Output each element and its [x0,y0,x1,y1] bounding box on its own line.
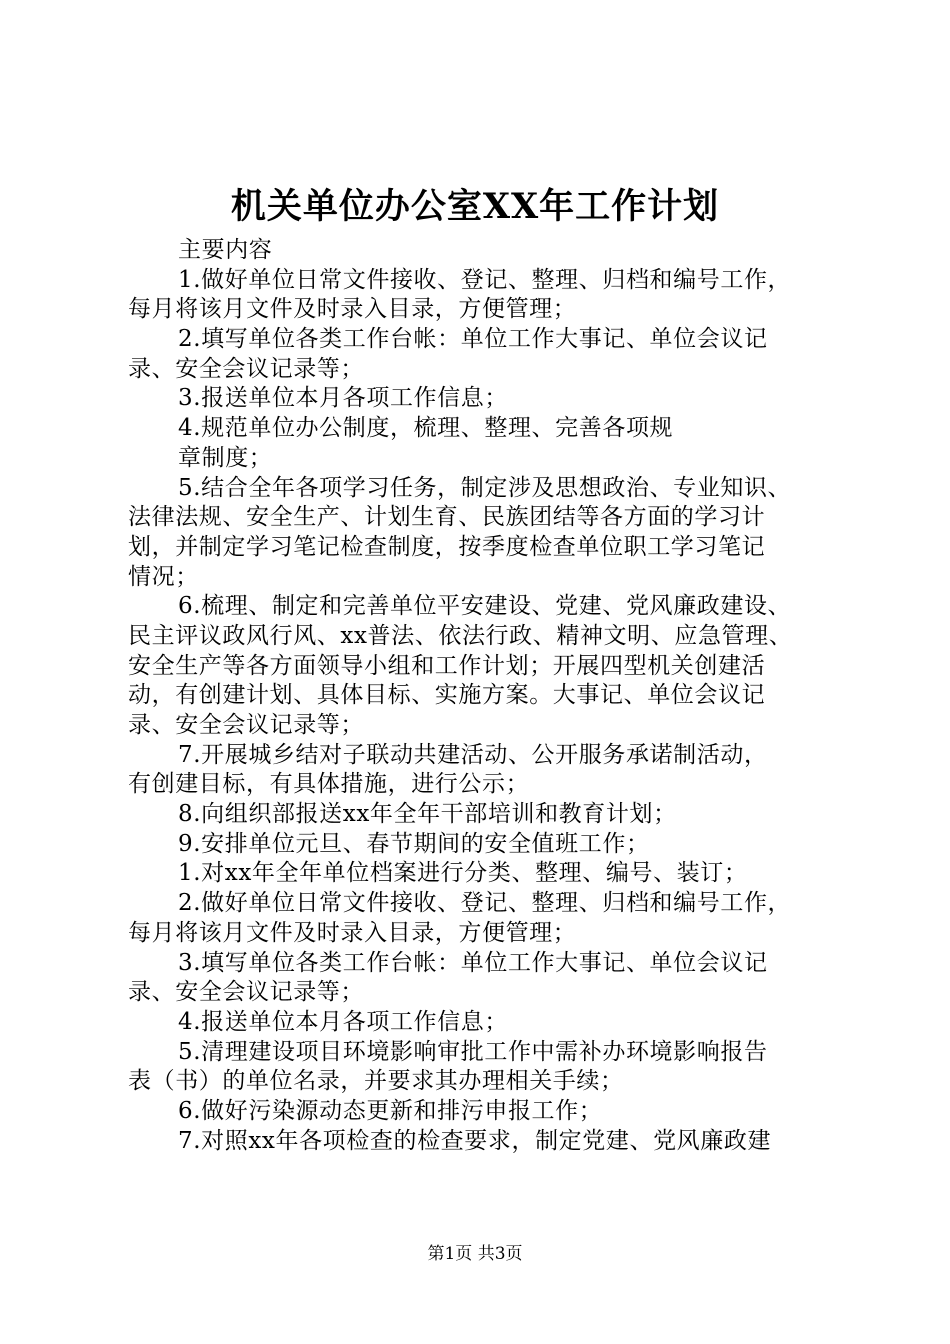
page-footer: 第1页 共3页 [427,1244,523,1264]
body-line: 7.开展城乡结对子联动共建活动、公开服务承诺制活动， [178,741,768,768]
document-title: 机关单位办公室XX年工作计划 [230,186,720,227]
body-line: 民主评议政风行风、xx普法、依法行政、精神文明、应急管理、 [128,622,793,649]
body-line: 6.做好污染源动态更新和排污申报工作； [178,1097,603,1124]
body-line: 2.填写单位各类工作台帐：单位工作大事记、单位会议记 [178,326,768,353]
body-line: 1.对xx年全年单位档案进行分类、整理、编号、装订； [178,860,748,887]
body-line: 4.规范单位办公制度，梳理、整理、完善各项规 [178,415,674,442]
body-line: 5.结合全年各项学习任务，制定涉及思想政治、专业知识、 [178,474,792,501]
body-line: 情况； [128,563,199,590]
body-line: 9.安排单位元旦、春节期间的安全值班工作； [178,830,650,857]
body-line: 7.对照xx年各项检查的检查要求，制定党建、党风廉政建 [178,1127,772,1154]
body-line: 有创建目标，有具体措施，进行公示； [128,771,530,798]
body-line: 录、安全会议记录等； [128,712,364,738]
body-line: 安全生产等各方面领导小组和工作计划；开展四型机关创建活 [128,652,766,679]
body-line: 录、安全会议记录等； [128,979,364,1006]
body-line: 表（书）的单位名录，并要求其办理相关手续； [128,1068,624,1095]
body-line: 5.清理建设项目环境影响审批工作中需补办环境影响报告 [178,1038,768,1065]
document-body [128,236,848,1156]
body-line: 3.报送单位本月各项工作信息； [178,385,508,412]
body-line: 2.做好单位日常文件接收、登记、整理、归档和编号工作， [178,890,792,917]
body-line: 录、安全会议记录等； [128,355,364,382]
body-line: 3.填写单位各类工作台帐：单位工作大事记、单位会议记 [178,949,768,976]
body-line: 每月将该月文件及时录入目录，方便管理； [128,296,577,323]
body-line: 每月将该月文件及时录入目录，方便管理； [128,919,577,946]
body-line: 1.做好单位日常文件接收、登记、整理、归档和编号工作， [178,266,792,293]
body-line: 8.向组织部报送xx年全年干部培训和教育计划； [178,801,677,828]
body-line: 章制度； [178,444,273,471]
body-line: 动，有创建计划、具体目标、实施方案。大事记、单位会议记 [128,682,766,709]
body-line: 4.报送单位本月各项工作信息； [178,1008,508,1035]
body-line: 6.梳理、制定和完善单位平安建设、党建、党风廉政建设、 [178,593,792,620]
body-line: 法律法规、安全生产、计划生育、民族团结等各方面的学习计 [128,504,766,531]
body-line: 划，并制定学习笔记检查制度，按季度检查单位职工学习笔记 [128,533,766,560]
body-line: 主要内容 [178,237,273,263]
